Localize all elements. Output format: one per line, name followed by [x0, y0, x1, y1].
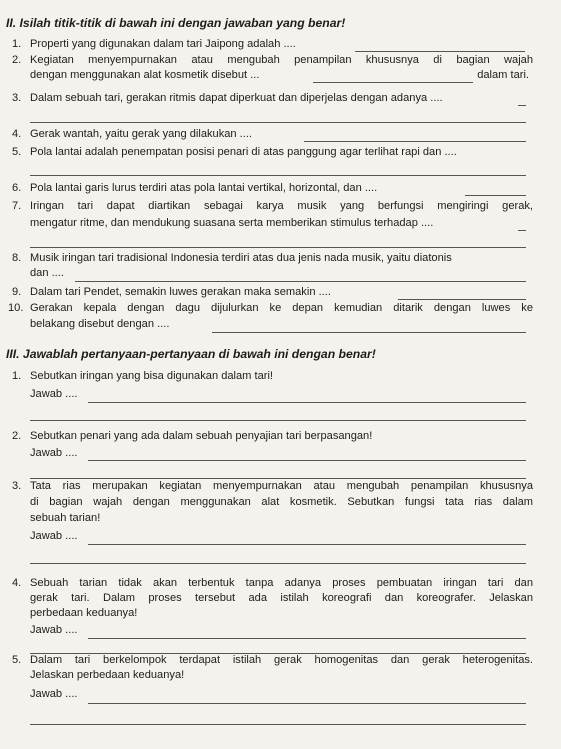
item-number: 4. — [12, 577, 22, 589]
fill-item-4 — [0, 127, 561, 143]
item-number: 5. — [12, 146, 22, 158]
item-text: Iringan tari dapat diartikan sebagai karya musik yang berfungsi mengiringi gerak, — [30, 200, 533, 212]
answer-blank[interactable] — [465, 195, 526, 196]
item-number: 3. — [12, 480, 22, 492]
answer-label: Jawab .... — [30, 530, 78, 542]
question-text: gerak tari. Dalam proses tersebut ada istilah koreografi dan koreografer. Jelaskan — [30, 592, 533, 604]
section-3-heading: III. Jawablah pertanyaan-pertanyaan di bawah ini dengan benar! — [6, 347, 376, 361]
item-number: 1. — [12, 38, 22, 50]
question-text: sebuah tarian! — [30, 512, 101, 524]
question-text: Jelaskan perbedaan keduanya! — [30, 669, 185, 681]
answer-label: Jawab .... — [30, 624, 78, 636]
answer-blank[interactable] — [75, 281, 526, 282]
item-number: 3. — [12, 92, 22, 104]
section-2-heading: II. Isilah titik-titik di bawah ini dengan jawaban yang benar! — [6, 16, 346, 30]
answer-blank[interactable] — [518, 230, 526, 231]
question-text: Dalam tari berkelompok terdapat istilah gerak homogenitas dan gerak heterogenitas. — [30, 654, 533, 666]
item-text: Dalam tari Pendet, semakin luwes gerakan maka semakin .... — [30, 286, 331, 298]
answer-blank[interactable] — [518, 105, 526, 106]
fill-item-5 — [0, 145, 561, 179]
answer-line[interactable] — [30, 420, 526, 421]
fill-item-6 — [0, 181, 561, 197]
answer-line[interactable] — [88, 544, 526, 545]
item-number: 4. — [12, 128, 22, 140]
essay-question-5 — [0, 653, 561, 733]
answer-line[interactable] — [88, 460, 526, 461]
question-text: Sebuah tarian tidak akan terbentuk tanpa adanya proses pembuatan iringan tari dan — [30, 577, 533, 589]
answer-blank[interactable] — [30, 122, 526, 123]
item-text: mengatur ritme, dan mendukung suasana serta memberikan stimulus terhadap .... — [30, 217, 434, 229]
essay-question-4 — [0, 576, 561, 654]
item-text: dengan menggunakan alat kosmetik disebut ... — [30, 69, 260, 81]
answer-blank[interactable] — [30, 175, 526, 176]
answer-label: Jawab .... — [30, 688, 78, 700]
item-text: Pola lantai adalah penempatan posisi penari di atas panggung agar terlihat rapi dan .... — [30, 146, 457, 158]
item-text: Dalam sebuah tari, gerakan ritmis dapat diperkuat dan diperjelas dengan adanya .... — [30, 92, 443, 104]
item-text: Pola lantai garis lurus terdiri atas pola lantai vertikal, horizontal, dan .... — [30, 182, 378, 194]
fill-item-7 — [0, 199, 561, 249]
answer-line[interactable] — [88, 703, 526, 704]
item-number: 8. — [12, 252, 22, 264]
fill-item-8 — [0, 251, 561, 283]
item-number: 6. — [12, 182, 22, 194]
fill-item-10 — [0, 301, 561, 335]
question-text: di bagian wajah dengan menggunakan alat kosmetik. Sebutkan fungsi tata rias dalam — [30, 496, 533, 508]
question-text: Tata rias merupakan kegiatan menyempurnakan atau mengubah penampilan khususnya — [30, 480, 533, 492]
item-text: dalam tari. — [477, 69, 529, 81]
answer-line[interactable] — [30, 724, 526, 725]
item-number: 5. — [12, 654, 22, 666]
item-text: Musik iringan tari tradisional Indonesia terdiri atas dua jenis nada musik, yaitu diatonis — [30, 252, 452, 264]
answer-blank[interactable] — [30, 247, 526, 248]
answer-line[interactable] — [88, 402, 526, 403]
question-text: Sebutkan iringan yang bisa digunakan dalam tari! — [30, 370, 273, 382]
item-text: dan .... — [30, 267, 64, 279]
answer-label: Jawab .... — [30, 447, 78, 459]
fill-item-3 — [0, 91, 561, 125]
answer-blank[interactable] — [355, 51, 525, 52]
fill-item-1 — [0, 37, 561, 53]
fill-item-9 — [0, 285, 561, 301]
answer-blank[interactable] — [212, 332, 526, 333]
answer-line[interactable] — [88, 638, 526, 639]
answer-line[interactable] — [30, 563, 526, 564]
fill-item-2 — [0, 53, 561, 85]
item-text: Gerak wantah, yaitu gerak yang dilakukan .... — [30, 128, 252, 140]
item-text: Gerakan kepala dengan dagu dijulurkan ke depan kemudian ditarik dengan luwes ke — [30, 302, 533, 314]
item-number: 9. — [12, 286, 22, 298]
question-text: Sebutkan penari yang ada dalam sebuah penyajian tari berpasangan! — [30, 430, 373, 442]
answer-blank[interactable] — [398, 299, 526, 300]
answer-label: Jawab .... — [30, 388, 78, 400]
item-number: 10. — [8, 302, 24, 314]
item-number: 2. — [12, 430, 22, 442]
item-number: 7. — [12, 200, 22, 212]
item-text: belakang disebut dengan .... — [30, 318, 170, 330]
item-text: Kegiatan menyempurnakan atau mengubah penampilan khususnya di bagian wajah — [30, 54, 533, 66]
item-text: Properti yang digunakan dalam tari Jaipong adalah .... — [30, 38, 296, 50]
essay-question-1 — [0, 369, 561, 427]
item-number: 1. — [12, 370, 22, 382]
question-text: perbedaan keduanya! — [30, 607, 138, 619]
essay-question-3 — [0, 479, 561, 571]
answer-blank[interactable] — [304, 141, 526, 142]
answer-blank[interactable] — [313, 82, 473, 83]
item-number: 2. — [12, 54, 22, 66]
